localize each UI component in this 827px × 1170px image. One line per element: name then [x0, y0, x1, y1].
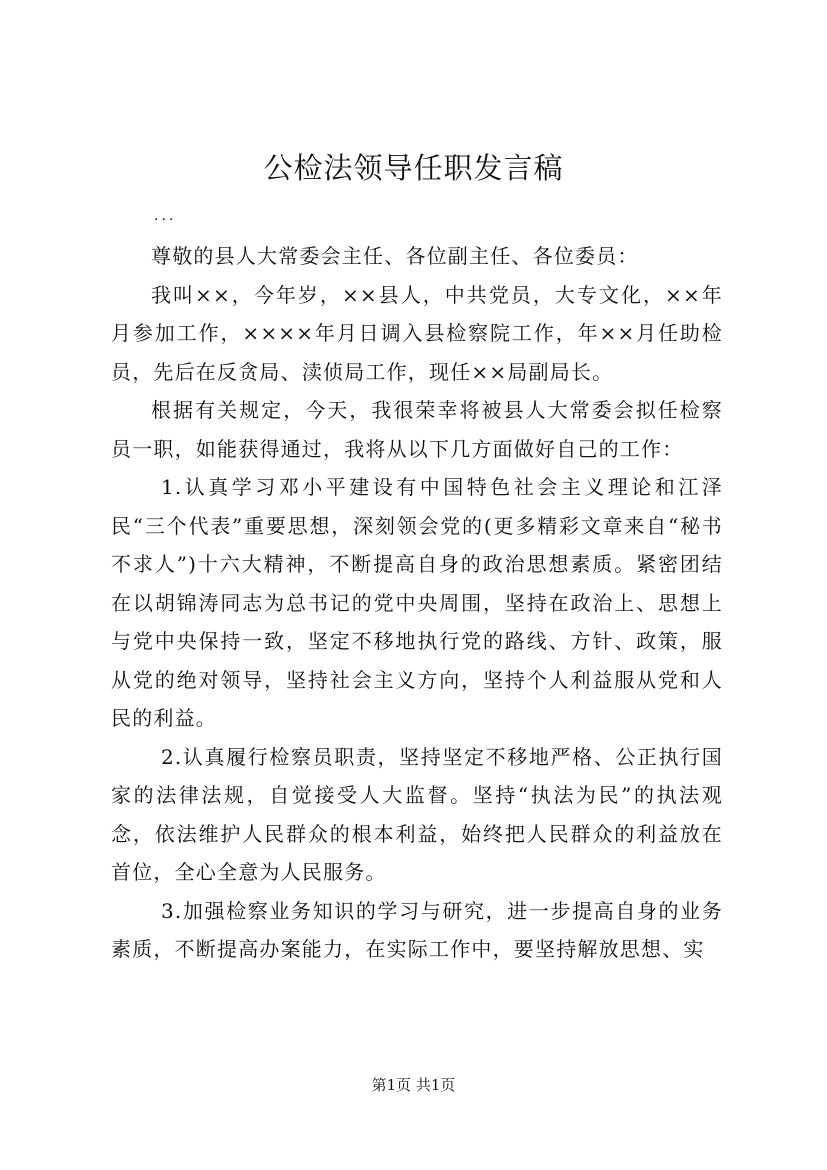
purpose-paragraph: 根据有关规定，今天，我很荣幸将被县人大常委会拟任检察员一职，如能获得通过，我将从以下几方面做好自己的工作： [111, 398, 723, 461]
ellipsis-mark: ... [154, 208, 177, 224]
document-body [111, 237, 723, 969]
page-footer: 第1页 共1页 [371, 1076, 456, 1094]
intro-paragraph: 我叫××，今年岁，××县人，中共党员，大专文化，××年月参加工作，××××年月日调入县检察院工作，年××月任助检员，先后在反贪局、渎侦局工作，现任××局副局长。 [111, 282, 723, 384]
salutation-paragraph: 尊敬的县人大常委会主任、各位副主任、各位委员： [151, 244, 639, 268]
point-1-paragraph: 1.认真学习邓小平建设有中国特色社会主义理论和江泽民“三个代表”重要思想，深刻领会党的(更多精彩文章来自“秘书不求人”)十六大精神，不断提高自身的政治思想素质。紧密团结在以胡锦涛同志为总书记的党中央周围，坚持在政治上、思想上与党中央保持一致，坚定不移地执行党的路线、方针、政策，服从党的绝对领导，坚持社会主义方向，坚持个人利益服从党和人民的利益。 [111, 475, 723, 730]
point-2-paragraph: 2.认真履行检察员职责，坚持坚定不移地严格、公正执行国家的法律法规，自觉接受人大监督。坚持“执法为民”的执法观念，依法维护人民群众的根本利益，始终把人民群众的利益放在首位，全心全意为人民服务。 [111, 744, 723, 884]
point-3-paragraph: 3.加强检察业务知识的学习与研究，进一步提高自身的业务素质，不断提高办案能力，在实际工作中，要坚持解放思想、实 [111, 898, 723, 961]
document-title: 公检法领导任职发言稿 [263, 151, 564, 185]
